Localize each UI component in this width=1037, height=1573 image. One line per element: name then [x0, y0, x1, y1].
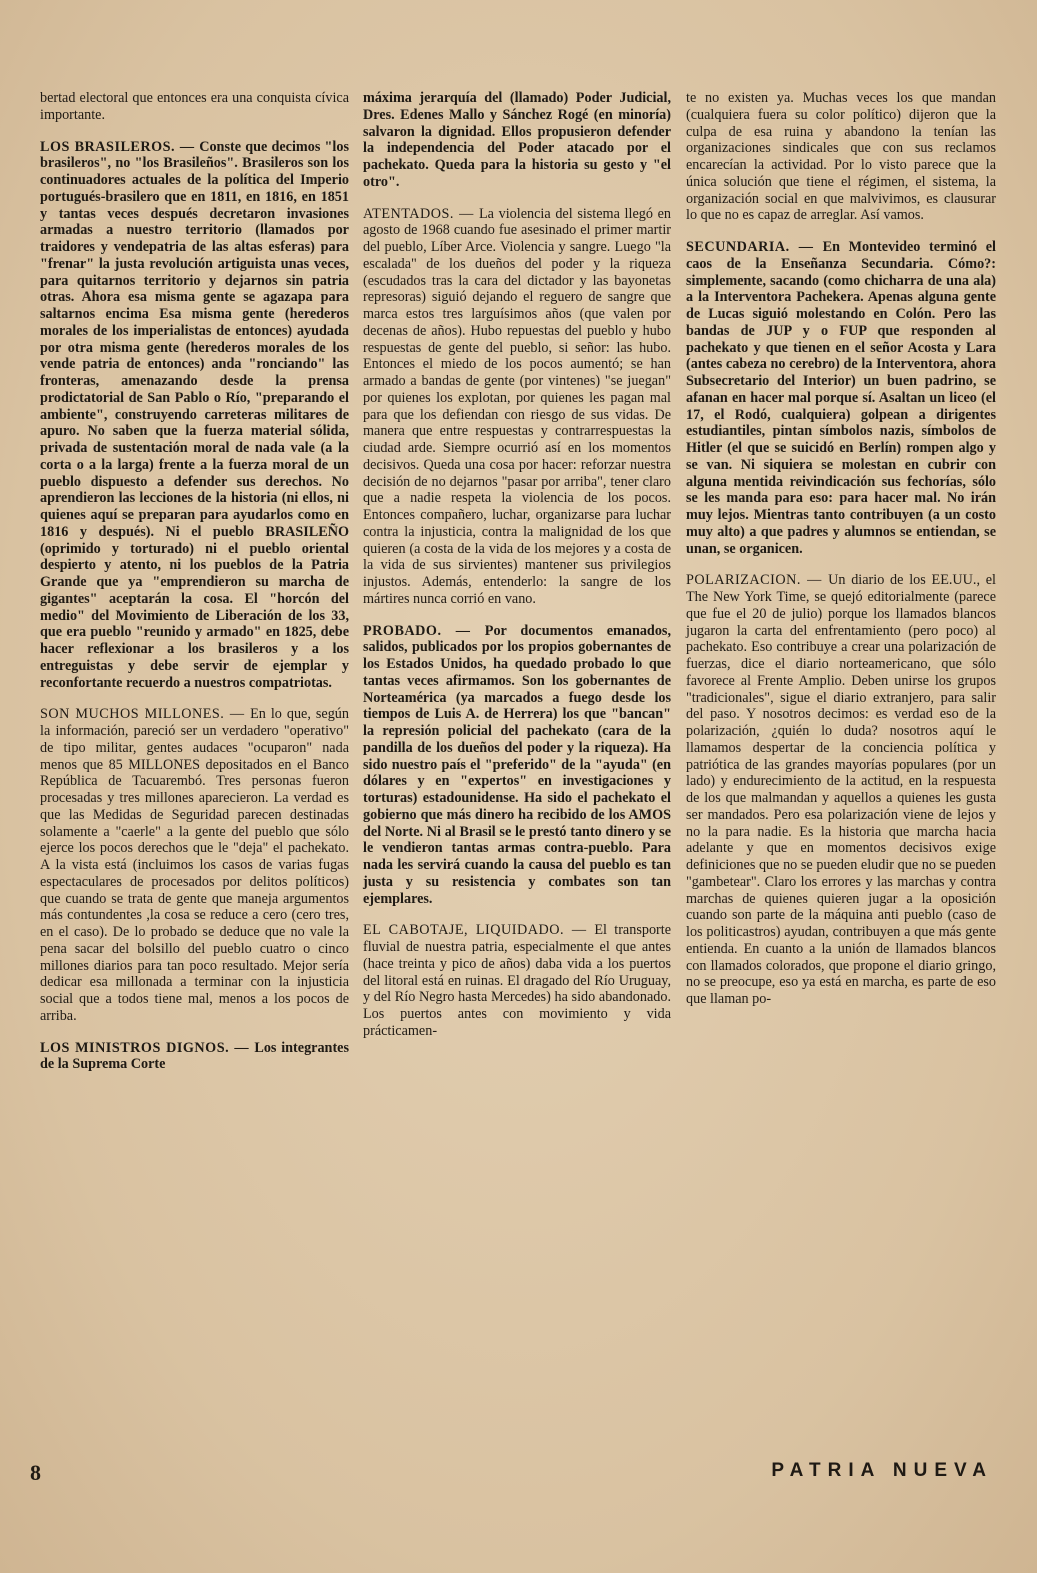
article-el-cabotaje: EL CABOTAJE, LIQUIDADO. — El transporte fluvial de nuestra patria, especialmente el que antes (hace treinta y pico de años) daba vida a los puertos del litoral está en ruinas. El dragado del Río Uruguay, y del Río Negro hasta Mercedes) ha sido abandonado. Los puertos antes con movimiento y vida prácticamen-: [363, 922, 671, 1039]
article-heading: LOS MINISTROS DIGNOS. —: [40, 1039, 255, 1056]
article-heading: SECUNDARIA. —: [686, 239, 823, 255]
page-number: 8: [30, 1460, 41, 1485]
article-continuation: te no existen ya. Muchas veces los que mandan (cualquiera fuera su color político) dijeron que la culpa de esa ruina y abandono la tenían las organizaciones sindicales que con sus reclamos encarecían la actividad. Por lo visto parece que la única solución que tiene el régimen, el sistema, la organización social en que malvivimos, es clausurar lo que no es capaz de arreglar. Así vamos.: [686, 90, 996, 224]
article-son-muchos-millones: SON MUCHOS MILLONES. — En lo que, según la información, pareció ser un verdadero "operativo" de tipo militar, gentes audaces "ocuparon" nada menos que 85 MILLONES depositados en el Banco República de Tacuarembó. Tres personas fueron procesadas y tres millones aparecieron. La verdad es que las Medidas de Seguridad parecen destinadas solamente a "caerle" a la gente del pueblo que sólo ejerce los pocos derechos que le "deja" el pachekato. A la vista está (incluimos los casos de varias fugas espectaculares de procesados por delitos políticos) que cuando se trata de gente que maneja argumentos más contundentes ,la cosa se reduce a cero (cero tres, en el caso). De lo probado se deduce que no vale la pena sacar del bolsillo del pueblo cuatro o cinco millones diarios para tan poco resultado. Mejor sería dedicar esa millonada a terminar con la injusticia social que a todos tiene mal, menos a los pocos de arriba.: [40, 706, 349, 1024]
article-heading: ATENTADOS. —: [363, 205, 479, 222]
article-heading: SON MUCHOS MILLONES. —: [40, 706, 251, 723]
article-polarizacion: POLARIZACION. — Un diario de los EE.UU., el The New York Time, se quejó editorialmente (parece que fue el 20 de julio) porque los llamados blancos jugaron la carta del enfrentamiento (pero poco) al pachekato. Eso contribuye a crear una polarización de fuerzas, dice el diario norteamericano, que sólo favorece al Frente Amplio. Deben unirse los grupos "tradicionales", sigue el diario extranjero, para salir del paso. Y nosotros decimos: es verdad eso de la polarización, ¿quién lo duda? nosotros aquí le llamamos despertar de la conciencia política y patriótica de las grandes mayorías populares (por un lado) y endurecimiento de la actitud, en la respuesta de los que malmandan y aquellos a quienes les gusta ser mandados. Pero esa polarización viene de lejos y no la para nadie. Es la historia que marcha hacia adelante y que en momentos decisivos exige definiciones que no se pueden eludir que no se pueden "gambetear". Claro los errores y las marchas y contra marchas de quienes quieren jugar a la oposición cuando son parte de la máquina anti pueblo (caso de los politicastros) ayudan, contribuyen a que más gente entienda. En cuanto a la unión de llamados blancos con llamados colorados, que propone el diario gringo, no se preocupe, eso ya está en marcha, es parte de eso que llaman po-: [686, 572, 996, 1007]
article-heading: EL CABOTAJE, LIQUIDADO. —: [363, 922, 595, 939]
article-atentados: ATENTADOS. — La violencia del sistema llegó en agosto de 1968 cuando fue asesinado el primer martir del pueblo, Líber Arce. Violencia y sangre. Luego "la escalada" de los dueños del poder y la riqueza (escudados tras la cara del dictador y las bayonetas represoras) siguió dejando el reguero de sangre que marca estos tres larguísimos años (que valen por decenas de años). Hubo repuestas del pueblo y hubo respuestas de gente del pueblo, si señor: las hubo. Entonces el miedo de los pocos aumentó; se han armado a bandas de gente (por vintenes) "se juegan" por quienes los explotan, por quienes les pagan mal para que los defiendan con riesgo de sus vidas. De manera que entre respuestas y contrarrespuestas la ciudad arde. Siempre ocurrió así en los momentos decisivos. Queda una cosa por hacer: reforzar nuestra decisión de no dejarnos "pasar por arriba", tener claro que a nadie respeta la violencia de los pocos. Entonces compañero, luchar, organizarse para luchar contra la injusticia, contra la malignidad de los que quieren (a costa de la vida de los mejores y a costa de la vida de sus sirvientes) mantener sus privilegios injustos. Además, entenderlo: la sangre de los mártires nunca corrió en vano.: [363, 205, 671, 607]
article-heading: LOS BRASILEROS. —: [40, 138, 200, 155]
column-right: [686, 90, 996, 1008]
article-probado: PROBADO. — Por documentos emanados, salidos, publicados por los propios gobernantes de los Estados Unidos, ha quedado probado lo que tantas veces afirmamos. Son los gobernantes de Norteamérica (ya marcados a fuego desde los tiempos de Luis A. de Herrera) los que "bancan" la represión policial del pachekato (cara de la pandilla de los dueños del poder y la riqueza). Ha sido nuestro país el "preferido" de la "ayuda" (en dólares y en "expertos" en investigaciones y torturas) estadounidense. Ha sido el pachekato el gobierno que más dinero ha recibido de los AMOS del Norte. Ni al Brasil se le prestó tanto dinero y se le vendieron tantas armas contra-pueblo. Para nada les servirá cuando la causa del pueblo es tan justa y su resistencia y combates son tan ejemplares.: [363, 622, 671, 907]
article-los-brasileros: LOS BRASILEROS. — Conste que decimos "los brasileros", no "los Brasileños". Brasileros son los continuadores actuales de la política del Imperio portugués-brasilero que en 1811, en 1816, en 1851 y tantas veces después decretaron invasiones armadas a nuestro territorio (llamados por traidores y vendepatria de las altas esferas) para "frenar" la justa revolución artiguista unas veces, para quitarnos territorio y dejarnos sin patria otras. Ahora esa misma gente se agazapa para saltarnos encima Esa misma gente (herederos morales de los imperialistas de entonces) ayudada por otra misma gente (herederos morales de los vende patria de entonces) anda "ronciando" las fronteras, amenazando desde la prensa prodictatorial de San Pablo o Río, "preparando el ambiente", construyendo carreteras militares de apuro. No saben que la fuerza material sólida, privada de sustentación moral de nada vale (a la corta o a la larga) frente a la fuerza moral de un pueblo dispuesto a defender sus derechos. No aprendieron las lecciones de la historia (ni ellos, ni quienes aquí se preparan para ayudarlos como en 1816 y después). Ni el pueblo BRASILEÑO (oprimido y torturado) ni el pueblo oriental despierto y atento, ni los pueblos de la Patria Grande que ya "emprendieron su marcha de gigantes" aceptarán la cosa. El "horcón del medio" del Movimiento de Liberación de los 33, que era pueblo "reunido y armado" en 1825, debe hacer reflexionar a los brasileros y a los entreguistas y debe servir de ejemplar y reconfortante recuerdo a nuestros compatriotas.: [40, 138, 349, 691]
article-heading: POLARIZACION. —: [686, 572, 829, 589]
publication-name: PATRIA NUEVA: [771, 1460, 993, 1481]
article-continuation: bertad electoral que entonces era una conquista cívica importante.: [40, 90, 349, 123]
article-secundaria: SECUNDARIA. — En Montevideo terminó el caos de la Enseñanza Secundaria. Cómo?: simplemente, sacando (como chicharra de una ala) a la Interventora Pachekera. Apenas alguna gente de Lucas siguió molestando en Colón. Pero las bandas de JUP y o FUP que responden al pachekato y que tienen en el señor Acosta y Lara (antes cabeza no cerebro) de la Interventora, ahora Subsecretario del Interior) un buen padrino, se afanan en hacer mal porque sí. Asaltan un liceo (el 17, el Rodó, cualquiera) golpean a dirigentes estudiantiles, pintan símbolos nazis, símbolos de Hitler (el que se suicidó en Berlín) rompen algo y se van. Ni siquiera se molestan en cubrir con alguna mentida reivindicación sus fechorías, sólo se les manda para eso: para hacer mal. No irán muy lejos. Mientras tanto contribuyen (a un costo muy alto) a que padres y alumnos se entiendan, se unan, se organicen.: [686, 239, 996, 557]
column-left: [40, 90, 349, 1073]
article-los-ministros-dignos: LOS MINISTROS DIGNOS. — Los integrantes de la Suprema Corte: [40, 1039, 349, 1073]
article-heading: PROBADO. —: [363, 622, 485, 639]
article-continuation: máxima jerarquía del (llamado) Poder Judicial, Dres. Edenes Mallo y Sánchez Rogé (en minoría) salvaron la dignidad. Ellos propusieron defender la independencia del Poder atacado por el pachekato. Queda para la historia su gesto y "el otro".: [363, 90, 671, 190]
column-middle: [363, 90, 671, 1040]
